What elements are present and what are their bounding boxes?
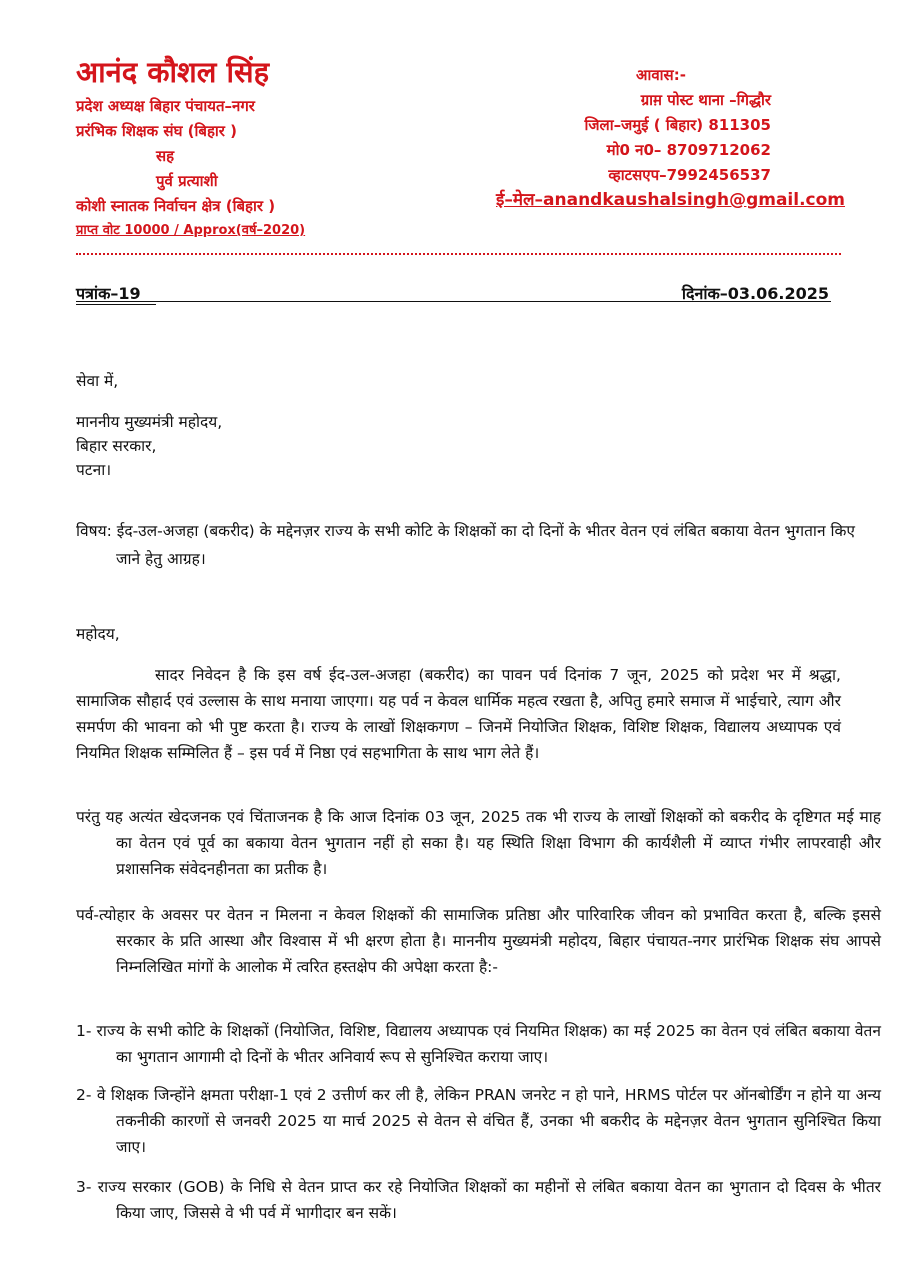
letter-date: दिनांक–03.06.2025 [681,284,829,303]
demand-item: 3- राज्य सरकार (GOB) के निधि से वेतन प्राप्त कर रहे नियोजित शिक्षकों का महीनों से लंबित बकाया वेतन का भुगतान दो दिवस के भीतर किया जाए, जिससे वे भी पर्व में भागीदार बन सकें। [76,1178,881,1222]
addressee-line: माननीय मुख्यमंत्री महोदय, [76,413,223,431]
body-paragraph: सादर निवेदन है कि इस वर्ष ईद-उल-अजहा (बकरीद) का पावन पर्व दिनांक 7 जून, 2025 को प्रदेश भर में श्रद्धा, सामाजिक सौहार्द एवं उल्लास के साथ मनाया जाएगा। यह पर्व न केवल धार्मिक महत्व रखता है, अपितु हमारे समाज में भाईचारे, त्याग और समर्पण की भावना को भी पुष्ट करता है। राज्य के लाखों शिक्षकगण – जिनमें नियोजित शिक्षक, विशिष्ट शिक्षक, विद्यालय अध्यापक एवं नियमित शिक्षक सम्मिलित हैं – इस पर्व में निष्ठा एवं सहभागिता के साथ भाग लेते हैं। [76,666,841,762]
sender-designation-line: प्रदेश अध्यक्ष बिहार पंचायत–नगर [76,97,255,115]
letterhead-right [496,63,846,213]
salutation: महोदय, [76,625,120,643]
demand-item: 1- राज्य के सभी कोटि के शिक्षकों (नियोजित, विशिष्ट, विद्यालय अध्यापक एवं नियमित शिक्षक) का मई 2025 का वेतन एवं लंबित बकाया वेतन का भुगतान आगामी दो दिनों के भीतर अनिवार्य रूप से सुनिश्चित कराया जाए। [76,1022,881,1066]
body-paragraph: परंतु यह अत्यंत खेदजनक एवं चिंताजनक है कि आज दिनांक 03 जून, 2025 तक भी राज्य के लाखों शिक्षकों को बकरीद के दृष्टिगत मई माह का वेतन एवं पूर्व का बकाया वेतन भुगतान नहीं हो सका है। यह स्थिति शिक्षा विभाग की कार्यशैली में व्याप्त गंभीर लापरवाही और प्रशासनिक संवेदनहीनता का प्रतीक है। [76,808,881,878]
sender-designation-line: पुर्व प्रत्याशी [156,172,218,190]
reference-underline [76,301,831,302]
body-paragraph: पर्व-त्योहार के अवसर पर वेतन न मिलना न केवल शिक्षकों की सामाजिक प्रतिष्ठा और पारिवारिक जीवन को प्रभावित करता है, बल्कि इससे सरकार के प्रति आस्था और विश्वास में भी क्षरण होता है। माननीय मुख्यमंत्री महोदय, बिहार पंचायत-नगर प्रारंभिक शिक्षक संघ आपसे निम्नलिखित मांगों के आलोक में त्वरित हस्तक्षेप की अपेक्षा करता है:- [76,906,881,976]
demand-item: 2- वे शिक्षक जिन्होंने क्षमता परीक्षा-1 एवं 2 उत्तीर्ण कर ली है, लेकिन PRAN जनरेट न हो पाने, HRMS पोर्टल पर ऑनबोर्डिंग न होने या अन्य तकनीकी कारणों से जनवरी 2025 या मार्च 2025 से वेतन से वंचित हैं, उनका भी बकरीद के मद्देनज़र वेतन भुगतान सुनिश्चित किया जाए। [76,1086,881,1156]
letterhead-divider [76,253,841,255]
sender-designation-line: सह [156,147,175,165]
addressee-line: बिहार सरकार, [76,437,157,455]
letterhead-left [76,52,456,243]
sender-designation-line: कोशी स्नातक निर्वाचन क्षेत्र (बिहार ) [76,197,276,215]
address-title: आवास:- [636,66,686,84]
email-link[interactable]: ई–मेल–anandkaushalsingh@gmail.com [496,190,846,210]
phone-line: मो0 न0– 8709712062 [606,141,771,159]
votes-received: प्राप्त वोट 10000 / Approx(वर्ष–2020) [76,223,306,238]
address-line: जिला–जमुई ( बिहार) 811305 [584,116,771,134]
addressee-greeting: सेवा में, [76,372,119,390]
addressee-line: पटना। [76,461,112,479]
whatsapp-line: व्हाटसएप–7992456537 [608,166,771,184]
sender-designation-line: प्ररंभिक शिक्षक संघ (बिहार ) [76,122,238,140]
reference-number: पत्रांक–19 [76,282,156,305]
subject-line: विषय: ईद-उल-अजहा (बकरीद) के मद्देनज़र राज्य के सभी कोटि के शिक्षकों का दो दिनों के भीतर वेतन एवं लंबित बकाया वेतन भुगतान किए जाने हेतु आग्रह। [76,522,855,568]
sender-name: आनंद कौशल सिंह [76,55,270,89]
address-line: ग्राम़ पोस्ट थाना –गिद्धौर [640,91,771,109]
